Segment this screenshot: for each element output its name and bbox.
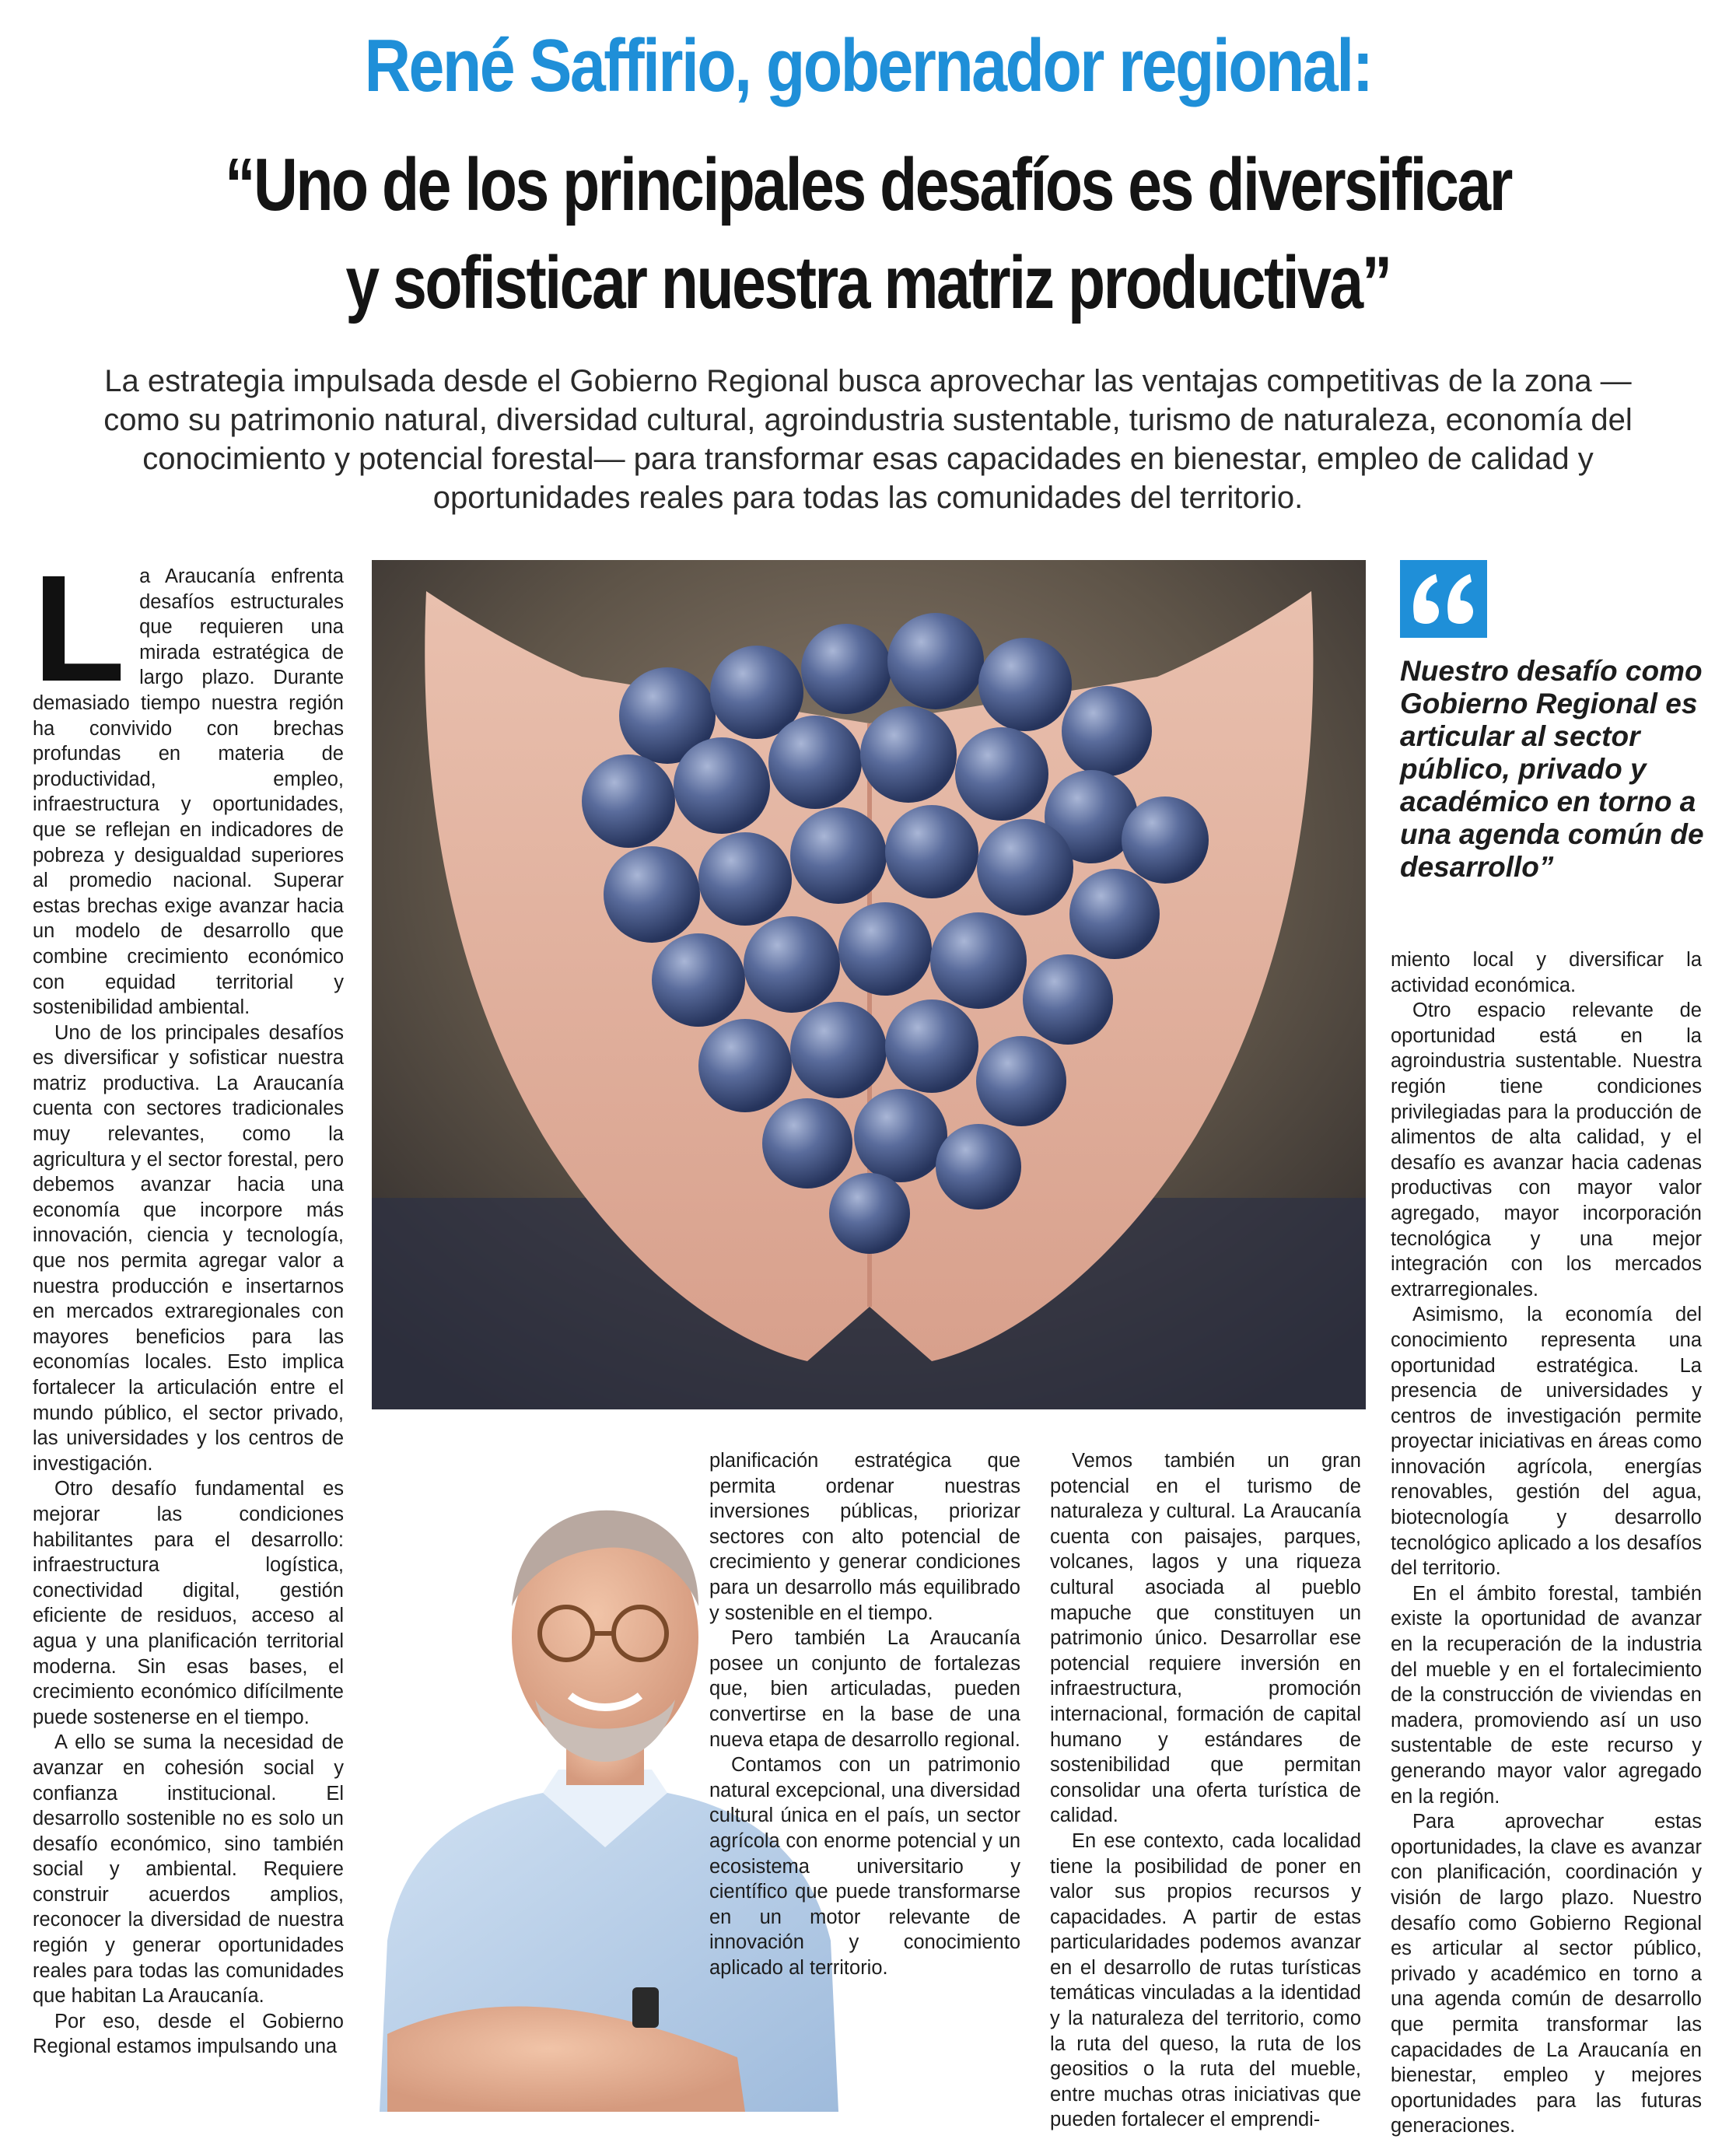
column-4 xyxy=(1391,947,1702,2139)
drop-cap: L xyxy=(33,544,126,713)
paragraph: Otro desafío fundamental es mejorar las condiciones habilitantes para el desarrollo: infraestructura logística, conectividad digital, gestión eficiente de residuos, acceso al agua y una planificación territorial moderna. Sin esas bases, el crecimiento económico difícilmente puede sostenerse en el tiempo. xyxy=(33,1478,344,1728)
column-1 xyxy=(33,544,344,2060)
headline-line-2: y sofisticar nuestra matriz productiva” xyxy=(345,241,1391,324)
quote-mark-icon xyxy=(1400,560,1487,638)
paragraph: Otro espacio relevante de oportunidad está en la agroindustria sustentable. Nuestra región tiene condiciones privilegiadas para la producción de alimentos de alta calidad, y el desafío es avanzar hacia cadenas productivas con mayor valor agregado, mayor incorporación tecnológica y una mejor integración con los mercados extrarregionales. xyxy=(1391,999,1702,1301)
paragraph: planificación estratégica que permita ordenar nuestras inversiones públicas, priorizar sectores con alto potencial de crecimiento y generar condiciones para un desarrollo más equilibrado y sostenible en el tiempo. xyxy=(709,1450,1020,1624)
paragraph: A ello se suma la necesidad de avanzar en cohesión social y confianza institucional. El desarrollo sostenible no es solo un desafío económico, sino también social y ambiental. Requiere construir acuerdos amplios, reconocer la diversidad de nuestra región y generar oportunidades reales para todas las comunidades que habitan La Araucanía. xyxy=(33,1731,344,2008)
column-3 xyxy=(1050,1448,1361,2133)
paragraph: Vemos también un gran potencial en el turismo de naturaleza y cultural. La Araucanía cuenta con paisajes, parques, volcanes, lagos y una riqueza cultural asociada al pueblo mapuche que constituyen un patrimonio único. Desarrollar ese potencial requiere inversión en infraestructura, promoción internacional, formación de capital humano y estándares de sostenibilidad que permitan consolidar una oferta turística de calidad. xyxy=(1050,1450,1361,1827)
paragraph: En ese contexto, cada localidad tiene la posibilidad de poner en valor sus propios recursos y capacidades. A partir de estas particularidades podemos avanzar en el desarrollo de rutas turísticas temáticas vinculadas a la identidad y la naturaleza del territorio, como la ruta del queso, la ruta de los geositios o la ruta del mueble, entre muchas otras iniciativas que pueden fortalecer el emprendi- xyxy=(1050,1829,1361,2131)
paragraph: En el ámbito forestal, también existe la oportunidad de avanzar en la recuperación de la industria del mueble y en el fortalecimiento de la construcción de viviendas en madera, promoviendo así un uso sustentable de este recurso y generando mayor valor agregado en la región. xyxy=(1391,1582,1702,1808)
paragraph: Pero también La Araucanía posee un conjunto de fortalezas que, bien articuladas, pueden convertirse en la base de una nueva etapa de desarrollo regional. xyxy=(709,1627,1020,1751)
paragraph: Asimismo, la economía del conocimiento representa una oportunidad estratégica. La presencia de universidades y centros de investigación permite proyectar iniciativas en áreas como innovación agrícola, energías renovables, gestión del agua, biotecnología y desarrollo tecnológico aplicado a los desafíos del territorio. xyxy=(1391,1304,1702,1580)
kicker: René Saffirio, gobernador regional: xyxy=(364,24,1372,107)
paragraph: Contamos con un patrimonio natural excepcional, una diversidad cultural única en el país, un sector agrícola con enorme potencial y un ecosistema universitario y científico que puede transformarse en un motor relevante de innovación y conocimiento aplicado al territorio. xyxy=(709,1754,1020,1979)
paragraph: Para aprovechar estas oportunidades, la clave es avanzar con planificación, coordinación y visión de largo plazo. Nuestro desafío como Gobierno Regional es articular al sector público, privado y académico en torno a una agenda común de desarrollo que permita transformar las capacidades de La Araucanía en bienestar, empleo y mejores oportunidades para las futuras generaciones. xyxy=(1391,1811,1702,2137)
column-2 xyxy=(709,1448,1020,1980)
headline-line-1: “Uno de los principales desafíos es diversificar xyxy=(225,143,1511,226)
blueberries-photo xyxy=(372,560,1366,1409)
paragraph: a Araucanía enfrenta desafíos estructurales que requieren una mirada estratégica de largo plazo. Durante demasiado tiempo nuestra región ha convivido con brechas profundas en materia de productividad, empleo, infraestructura y oportunidades, que se reflejan en indicadores de pobreza y desigualdad superiores al promedio nacional. Superar estas brechas exige avanzar hacia un modelo de desarrollo que combine crecimiento económico con equidad territorial y sostenibilidad ambiental. xyxy=(33,565,344,1019)
paragraph: miento local y diversificar la actividad económica. xyxy=(1391,949,1702,996)
deck: La estrategia impulsada desde el Gobierno Regional busca aprovechar las ventajas competitivas de la zona —como su patrimonio natural, diversidad cultural, agroindustria sustentable, turismo de naturaleza, economía del conocimiento y potencial forestal— para transformar esas capacidades en bienestar, empleo de calidad y oportunidades reales para todas las comunidades del territorio. xyxy=(103,364,1633,515)
headline xyxy=(0,136,1736,332)
pull-quote xyxy=(1400,560,1711,884)
pull-quote-text: Nuestro desafío como Gobierno Regional es articular al sector público, privado y académico en torno a una agenda común de desarrollo” xyxy=(1400,655,1704,883)
paragraph: Uno de los principales desafíos es diversificar y sofisticar nuestra matriz productiva. La Araucanía cuenta con sectores tradicionales muy relevantes, como la agricultura y el sector forestal, pero debemos avanzar hacia una economía que incorpore más innovación, ciencia y tecnología, que nos permita agregar valor a nuestra producción e insertarnos en mercados extraregionales con mayores beneficios para las economías locales. Esto implica fortalecer la articulación entre el mundo público, el sector privado, las universidades y los centros de investigación. xyxy=(33,1021,344,1475)
paragraph: Por eso, desde el Gobierno Regional estamos impulsando una xyxy=(33,2010,344,2058)
